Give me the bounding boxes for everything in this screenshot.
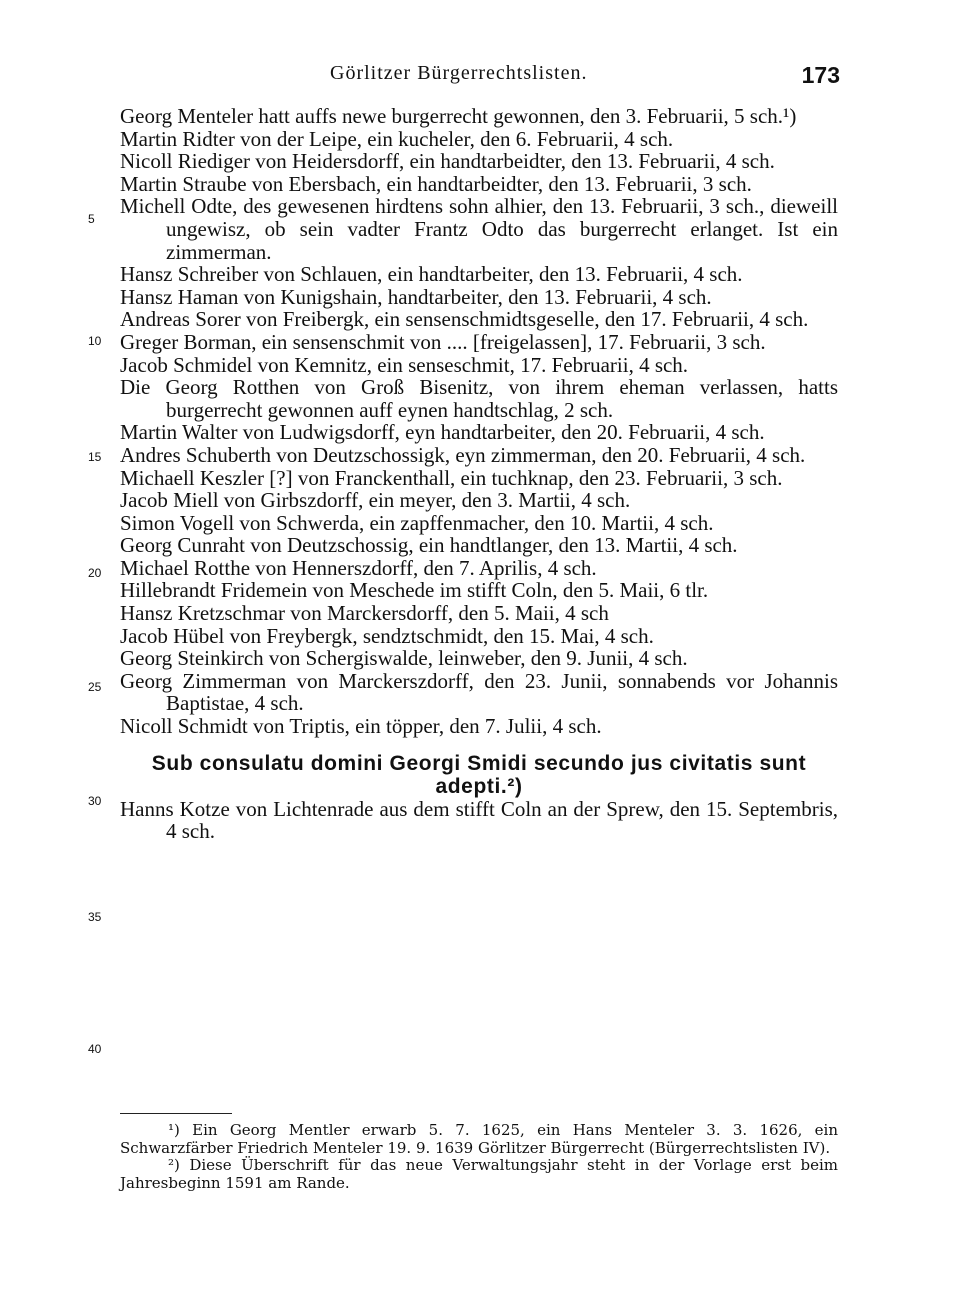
register-entry: Hansz Kretzschmar von Marckersdorff, den 5. Maii, 4 sch [120,601,609,626]
register-entry: Michell Odte, des gewesenen hirdtens sohn alhier, den 13. Februarii, 3 sch., dieweill ungewisz, ob sein vadter Frantz Odto das burgerrecht erlanget. Ist ein zimmerman. [120,194,838,264]
register-entry: Andreas Sorer von Freibergk, ein sensenschmidtsgeselle, den 17. Februarii, 4 sch. [120,307,809,332]
page-number: 173 [801,62,840,88]
line-number: 30 [88,794,102,808]
register-entry: Martin Ridter von der Leipe, ein kucheler, den 6. Februarii, 4 sch. [120,126,674,151]
footnote-1: ¹) Ein Georg Mentler erwarb 5. 7. 1625, ein Hans Menteler 3. 3. 1626, ein Schwarzfärber Friedrich Menteler 19. 9. 1639 Görlitzer Bürgerrecht (Bürgerrechtslisten IV). [120,1121,838,1157]
register-entry: Georg Zimmerman von Marckerszdorff, den 23. Junii, sonnabends vor Johannis Baptistae, 4 sch. [120,668,838,716]
register-entry: Hansz Haman von Kunigshain, handtarbeiter, den 13. Februarii, 4 sch. [120,284,712,309]
register-entry: Jacob Hübel von Freybergk, sendztschmidt, den 15. Mai, 4 sch. [120,623,654,648]
register-entry: Georg Cunraht von Deutzschossig, ein handtlanger, den 13. Martii, 4 sch. [120,533,738,558]
line-number: 35 [88,910,102,924]
register-entry: Andres Schuberth von Deutzschossigk, eyn zimmerman, den 20. Februarii, 4 sch. [120,442,806,467]
register-entry-final: Hanns Kotze von Lichtenrade aus dem stifft Coln an der Sprew, den 15. Septembris, 4 sch. [120,796,838,844]
register-entry: Jacob Miell von Girbszdorff, ein meyer, den 3. Martii, 4 sch. [120,488,631,513]
register-entry: Georg Menteler hatt auffs newe burgerrecht gewonnen, den 3. Februarii, 5 sch.¹) [120,104,797,128]
footnotes [120,1122,838,1192]
register-entry: Die Georg Rotthen von Groß Bisenitz, von ihrem eheman verlassen, hatts burgerrecht gewonnen auff eynen handtschlag, 2 sch. [120,375,838,422]
line-number-margin [0,0,110,1302]
footnote-2: ²) Diese Überschrift für das neue Verwaltungsjahr steht in der Vorlage erst beim Jahresbeginn 1591 am Rande. [120,1156,838,1192]
register-entry: Hillebrandt Fridemein von Meschede im stifft Coln, den 5. Maii, 6 tlr. [120,578,709,603]
line-number: 20 [88,566,102,580]
register-entry: Martin Walter von Ludwigsdorff, eyn handtarbeiter, den 20. Februarii, 4 sch. [120,420,765,445]
register-entries [120,105,838,843]
register-entry: Georg Steinkirch von Schergiswalde, leinweber, den 9. Junii, 4 sch. [120,646,688,671]
register-entry: Simon Vogell von Schwerda, ein zapffenmacher, den 10. Martii, 4 sch. [120,510,714,535]
line-number: 25 [88,680,102,694]
register-entry: Nicoll Riediger von Heidersdorff, ein handtarbeidter, den 13. Februarii, 4 sch. [120,149,775,174]
register-entry: Nicoll Schmidt von Triptis, ein töpper, den 7. Julii, 4 sch. [120,714,602,739]
line-number: 10 [88,334,102,348]
page-header [0,62,960,92]
line-number: 40 [88,1042,102,1056]
register-entry: Greger Borman, ein sensenschmit von .... [freigelassen], 17. Februarii, 3 sch. [120,329,766,354]
register-entry: Jacob Schmidel von Kemnitz, ein senseschmit, 17. Februarii, 4 sch. [120,352,689,377]
line-number: 5 [88,212,95,226]
register-entry: Martin Straube von Ebersbach, ein handtarbeidter, den 13. Februarii, 3 sch. [120,171,752,196]
footnote-divider [120,1113,232,1114]
section-heading: Sub consulatu domini Georgi Smidi secundo jus civitatis sunt adepti.²) [151,751,807,798]
register-entry: Hansz Schreiber von Schlauen, ein handtarbeiter, den 13. Februarii, 4 sch. [120,262,743,287]
register-entry: Michaell Keszler [?] von Franckenthall, ein tuchknap, den 23. Februarii, 3 sch. [120,465,783,490]
running-title: Görlitzer Bürgerrechtslisten. [330,62,588,84]
register-entry: Michael Rotthe von Hennerszdorff, den 7. Aprilis, 4 sch. [120,555,597,580]
line-number: 15 [88,450,102,464]
